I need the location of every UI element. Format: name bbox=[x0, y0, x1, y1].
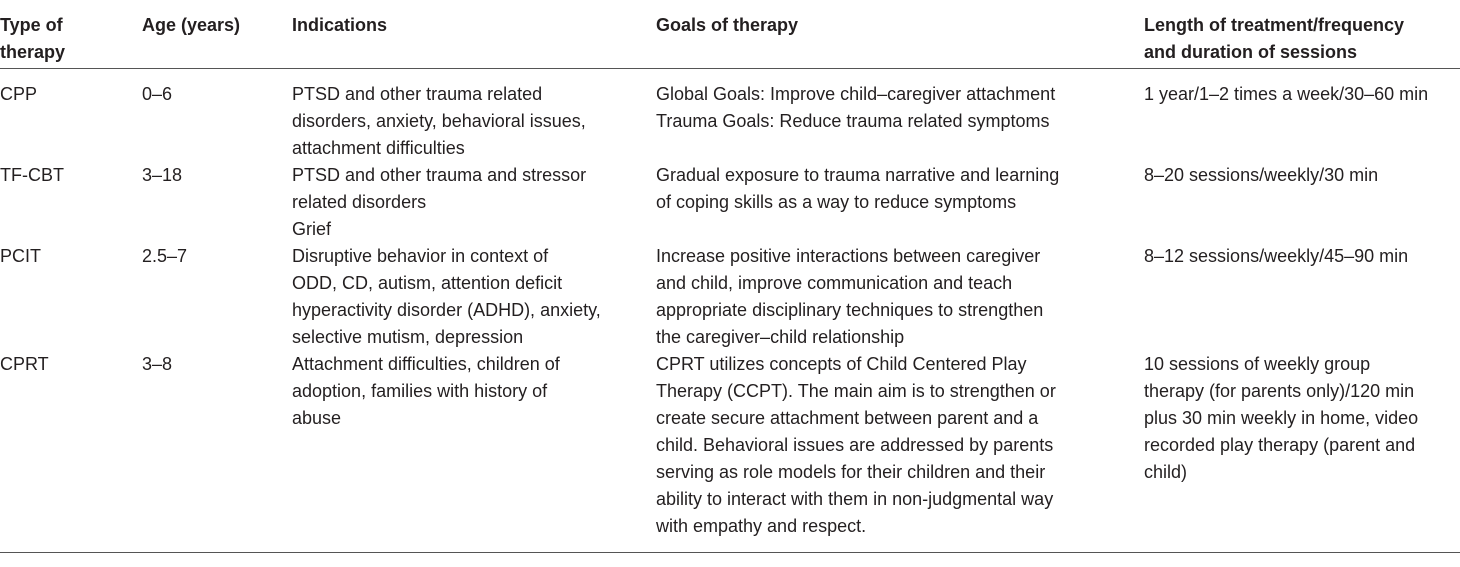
cell-age bbox=[140, 69, 290, 163]
cell-text: PTSD and other trauma and stressor bbox=[292, 165, 587, 185]
cell-text: 8–20 sessions/weekly/30 min bbox=[1144, 165, 1379, 185]
cell-text: Attachment difficulties, children of bbox=[292, 354, 560, 374]
cell-text: and child, improve communication and teach bbox=[656, 273, 1013, 293]
cell-indications bbox=[290, 243, 654, 351]
cell-text: PTSD and other trauma related bbox=[292, 84, 543, 104]
header-text: Indications bbox=[292, 15, 388, 35]
header-text: Goals of therapy bbox=[656, 15, 799, 35]
cell-text: Grief bbox=[292, 219, 332, 239]
header-goals bbox=[654, 0, 1142, 69]
cell-text: Increase positive interactions between caregiver bbox=[656, 246, 1041, 266]
cell-text: TF-CBT bbox=[0, 165, 64, 185]
header-text: therapy bbox=[0, 42, 66, 62]
cell-text: of coping skills as a way to reduce symptoms bbox=[656, 192, 1017, 212]
cell-text: CPRT utilizes concepts of Child Centered Play bbox=[656, 354, 1027, 374]
cell-text: 3–18 bbox=[142, 165, 183, 185]
cell-text: Trauma Goals: Reduce trauma related symptoms bbox=[656, 111, 1050, 131]
cell-type bbox=[0, 69, 140, 163]
cell-text: child. Behavioral issues are addressed by parents bbox=[656, 435, 1054, 455]
cell-text: ability to interact with them in non-judgmental way bbox=[656, 489, 1054, 509]
table-row bbox=[0, 162, 1460, 243]
cell-text: Disruptive behavior in context of bbox=[292, 246, 549, 266]
cell-length bbox=[1142, 69, 1460, 163]
cell-text: attachment difficulties bbox=[292, 138, 465, 158]
cell-text: 2.5–7 bbox=[142, 246, 188, 266]
header-text: Length of treatment/frequency bbox=[1144, 15, 1405, 35]
header-age bbox=[140, 0, 290, 69]
cell-text: Global Goals: Improve child–caregiver attachment bbox=[656, 84, 1056, 104]
cell-text: the caregiver–child relationship bbox=[656, 327, 905, 347]
cell-text: adoption, families with history of bbox=[292, 381, 548, 401]
header-indications bbox=[290, 0, 654, 69]
cell-text: 10 sessions of weekly group bbox=[1144, 354, 1371, 374]
cell-text: create secure attachment between parent and a bbox=[656, 408, 1039, 428]
header-length bbox=[1142, 0, 1460, 69]
cell-text: CPP bbox=[0, 84, 38, 104]
table-body bbox=[0, 69, 1460, 553]
cell-text: abuse bbox=[292, 408, 342, 428]
cell-text: serving as role models for their children and their bbox=[656, 462, 1046, 482]
cell-text: ODD, CD, autism, attention deficit bbox=[292, 273, 563, 293]
cell-text: appropriate disciplinary techniques to strengthen bbox=[656, 300, 1044, 320]
table-row bbox=[0, 351, 1460, 553]
cell-goals bbox=[654, 69, 1142, 163]
cell-text: child) bbox=[1144, 462, 1188, 482]
cell-type bbox=[0, 243, 140, 351]
cell-age bbox=[140, 162, 290, 243]
cell-text: related disorders bbox=[292, 192, 427, 212]
table-row bbox=[0, 69, 1460, 163]
header-type-of-therapy bbox=[0, 0, 140, 69]
cell-text: disorders, anxiety, behavioral issues, bbox=[292, 111, 586, 131]
cell-indications bbox=[290, 162, 654, 243]
header-text: Type of bbox=[0, 15, 63, 35]
cell-text: PCIT bbox=[0, 246, 42, 266]
header-text: and duration of sessions bbox=[1144, 42, 1358, 62]
cell-text: hyperactivity disorder (ADHD), anxiety, bbox=[292, 300, 601, 320]
cell-type bbox=[0, 351, 140, 553]
cell-text: 0–6 bbox=[142, 84, 173, 104]
cell-length bbox=[1142, 351, 1460, 553]
cell-goals bbox=[654, 162, 1142, 243]
cell-text: selective mutism, depression bbox=[292, 327, 524, 347]
cell-indications bbox=[290, 351, 654, 553]
cell-text: recorded play therapy (parent and bbox=[1144, 435, 1416, 455]
cell-text: plus 30 min weekly in home, video bbox=[1144, 408, 1419, 428]
table-header bbox=[0, 0, 1460, 69]
cell-age bbox=[140, 243, 290, 351]
cell-age bbox=[140, 351, 290, 553]
cell-text: therapy (for parents only)/120 min bbox=[1144, 381, 1415, 401]
cell-text: 3–8 bbox=[142, 354, 173, 374]
cell-text: 8–12 sessions/weekly/45–90 min bbox=[1144, 246, 1409, 266]
cell-text: with empathy and respect. bbox=[656, 516, 867, 536]
cell-goals bbox=[654, 351, 1142, 553]
cell-text: Therapy (CCPT). The main aim is to strengthen or bbox=[656, 381, 1056, 401]
header-row bbox=[0, 0, 1460, 69]
cell-indications bbox=[290, 69, 654, 163]
cell-length bbox=[1142, 243, 1460, 351]
cell-text: Gradual exposure to trauma narrative and learning bbox=[656, 165, 1060, 185]
table-row bbox=[0, 243, 1460, 351]
cell-type bbox=[0, 162, 140, 243]
header-text: Age (years) bbox=[142, 15, 241, 35]
cell-length bbox=[1142, 162, 1460, 243]
cell-goals bbox=[654, 243, 1142, 351]
cell-text: CPRT bbox=[0, 354, 49, 374]
cell-text: 1 year/1–2 times a week/30–60 min bbox=[1144, 84, 1429, 104]
